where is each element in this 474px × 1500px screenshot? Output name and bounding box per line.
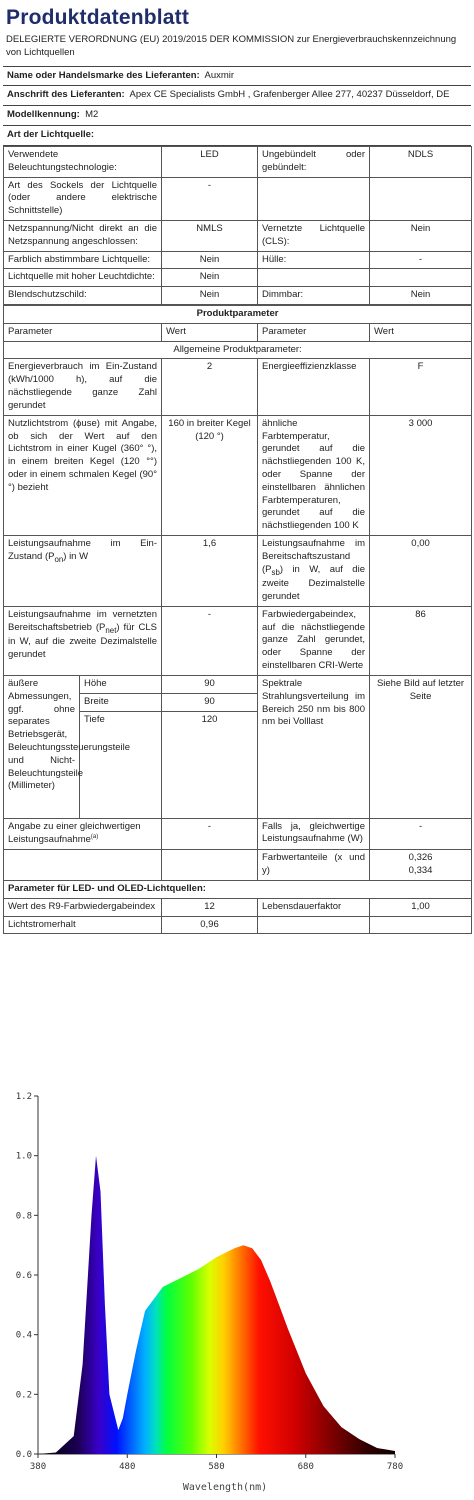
spectral-distribution-label: Spektrale Strahlungsverteilung im Bereich 250 nm bis 800 nm bei Volllast: [258, 675, 370, 818]
energy-class-label: Energieeffizienzklasse: [258, 359, 370, 415]
empty-cell: [258, 177, 370, 220]
address-value: Apex CE Specialists GmbH , Grafenberger Allee 277, 40237 Düsseldorf, DE: [129, 89, 450, 101]
col-header-value: Wert: [162, 323, 258, 341]
col-header-parameter: Parameter: [4, 323, 162, 341]
standby-power-sub: sb: [271, 567, 280, 577]
energy-consumption-label: Energieverbrauch im Ein-Zustand (kWh/1000 h), auf die nächstliegende ganze Zahl gerundet: [4, 359, 162, 415]
equivalent-power-label: [4, 818, 162, 850]
equivalent-power-watt-value: -: [370, 818, 472, 850]
supplier-row: [3, 66, 471, 86]
luminous-flux-label: Nutzlichtstrom (ϕuse) mit Angabe, ob sich der Wert auf den Lichtstrom in einer Kugel (360° °), in einem breiten Kegel (120 °°) oder in einem schmalen Kegel (90° °) bezieht: [4, 415, 162, 535]
x-tick-label: 780: [386, 1462, 404, 1472]
energy-class-value: F: [370, 359, 472, 415]
cap-type-label: Art des Sockels der Lichtquelle (oder andere elektrische Schnittstelle): [4, 177, 162, 220]
table-row: [4, 177, 472, 220]
supplier-label: Name oder Handelsmarke des Lieferanten:: [7, 69, 200, 81]
chromaticity-label: Farbwertanteile (x und y): [258, 850, 370, 881]
x-tick-label: 580: [208, 1462, 225, 1472]
table-row: [4, 675, 472, 693]
lumen-maintenance-label: Lichtstromerhalt: [4, 916, 162, 934]
x-tick-label: 380: [29, 1462, 47, 1472]
empty-cell: [370, 269, 472, 287]
empty-cell: [370, 916, 472, 934]
table-row: [4, 146, 472, 177]
networked-standby-sub: net: [105, 625, 117, 635]
luminous-flux-value: 160 in breiter Kegel (120 °): [162, 415, 258, 535]
energy-consumption-value: 2: [162, 359, 258, 415]
table-row: [4, 220, 472, 251]
footnote-marker: (a): [90, 834, 99, 841]
y-tick-label: 1.0: [15, 1151, 32, 1162]
on-mode-power-sub: on: [54, 554, 64, 564]
datasheet: [3, 0, 471, 934]
table-row: [4, 606, 472, 675]
spectrum-area: [38, 1156, 395, 1454]
product-parameters-table: [3, 305, 472, 934]
lightsource-type-row: [3, 125, 471, 146]
survival-factor-label: Lebensdauerfaktor: [258, 898, 370, 916]
glare-shield-value: Nein: [162, 287, 258, 305]
cri-label: Farbwiedergabeindex, auf die nächstliegende ganze Zahl gerundet, oder Spanne der einstellbaren CRI-Werte: [258, 606, 370, 675]
equivalent-power-text: Angabe zu einer gleichwertigen Leistungsaufnahme: [8, 820, 141, 846]
high-luminance-value: Nein: [162, 269, 258, 287]
col-header-parameter: Parameter: [258, 323, 370, 341]
table-row: [4, 898, 472, 916]
empty-cell: [258, 916, 370, 934]
model-row: [3, 105, 471, 125]
y-tick-label: 0.4: [15, 1330, 32, 1341]
width-value: 90: [162, 693, 258, 711]
directional-label: Ungebündelt oder gebündelt:: [258, 146, 370, 177]
supplier-value: Auxmir: [204, 69, 235, 81]
table-row: [4, 818, 472, 850]
table-row: [4, 269, 472, 287]
led-parameters-heading: Parameter für LED- und OLED-Lichtquellen:: [4, 880, 472, 898]
x-tick-label: 480: [119, 1462, 136, 1472]
address-label: Anschrift des Lieferanten:: [7, 89, 125, 101]
table-row: [4, 850, 472, 881]
envelope-value: -: [370, 251, 472, 269]
on-mode-power-unit: ) in W: [63, 550, 89, 562]
cap-type-value: -: [162, 177, 258, 220]
table-row: [4, 880, 472, 898]
technology-label: Verwendete Beleuchtungstechnologie:: [4, 146, 162, 177]
height-value: 90: [162, 675, 258, 693]
networked-standby-text: Leistungsaufnahme im vernetzten Bereitschaftsbetrieb (P: [8, 608, 157, 633]
tunable-value: Nein: [162, 251, 258, 269]
table-row: [4, 916, 472, 934]
lumen-maintenance-value: 0,96: [162, 916, 258, 934]
cri-value: 86: [370, 606, 472, 675]
r9-value: 12: [162, 898, 258, 916]
high-luminance-label: Lichtquelle mit hoher Leuchtdichte:: [4, 269, 162, 287]
glare-shield-label: Blendschutzschild:: [4, 287, 162, 305]
cct-label: ähnliche Farbtemperatur, gerundet auf die nächstliegenden 100 K, oder Spanne der einstellbaren ähnlichen Farbtemperaturen, gerundet auf die nächstliegenden 100 K: [258, 415, 370, 535]
width-label: Breite: [80, 693, 162, 711]
lightsource-type-label: Art der Lichtquelle:: [7, 129, 95, 141]
col-header-value: Wert: [370, 323, 472, 341]
product-parameters-heading: Produktparameter: [4, 306, 472, 324]
x-tick-label: 680: [297, 1462, 314, 1472]
y-ticks: [16, 1092, 38, 1460]
table-row: [4, 415, 472, 535]
empty-cell: [258, 269, 370, 287]
on-mode-power-value: 1,6: [162, 536, 258, 607]
address-row: [3, 85, 471, 105]
networked-standby-label: [4, 606, 162, 675]
table-row: [4, 359, 472, 415]
table-row: [4, 341, 472, 359]
y-tick-label: 0.6: [15, 1271, 32, 1281]
spectrum-chart: [0, 1088, 474, 1500]
dimmable-label: Dimmbar:: [258, 287, 370, 305]
chromaticity-y: 0,334: [408, 865, 433, 877]
empty-cell: [162, 850, 258, 881]
envelope-label: Hülle:: [258, 251, 370, 269]
depth-label: Tiefe: [80, 711, 162, 818]
dimmable-value: Nein: [370, 287, 472, 305]
networked-standby-unit: ) für CLS in W, auf die zweite Dezimalstelle gerundet: [8, 621, 157, 661]
technology-value: LED: [162, 146, 258, 177]
chromaticity-x: 0,326: [408, 852, 433, 864]
table-row: [4, 536, 472, 607]
spectral-distribution-value: Siehe Bild auf letzter Seite: [370, 675, 472, 818]
cct-value: 3 000: [370, 415, 472, 535]
table-row: [4, 323, 472, 341]
empty-cell: [370, 177, 472, 220]
y-tick-label: 1.2: [15, 1092, 32, 1102]
model-label: Modellkennung:: [7, 109, 80, 121]
height-label: Höhe: [80, 675, 162, 693]
depth-value: 120: [162, 711, 258, 818]
r9-label: Wert des R9-Farbwiedergabeindex: [4, 898, 162, 916]
x-axis-label: Wavelength(nm): [182, 1482, 268, 1493]
empty-cell: [4, 850, 162, 881]
regulation-subtitle: DELEGIERTE VERORDNUNG (EU) 2019/2015 DER KOMMISSION zur Energieverbrauchskennzeichnung von Lichtquellen: [6, 34, 457, 58]
networked-standby-value: -: [162, 606, 258, 675]
table-row: [4, 287, 472, 305]
on-mode-power-text: Leistungsaufnahme im Ein-Zustand (P: [8, 538, 157, 562]
equivalent-power-watt-label: Falls ja, gleichwertige Leistungsaufnahme (W): [258, 818, 370, 850]
y-tick-label: 0.0: [15, 1450, 32, 1460]
mains-label: Netzspannung/Nicht direkt an die Netzspannung angeschlossen:: [4, 220, 162, 251]
table-row: [4, 251, 472, 269]
page-title: Produktdatenblatt: [6, 6, 190, 29]
tunable-label: Farblich abstimmbare Lichtquelle:: [4, 251, 162, 269]
survival-factor-value: 1,00: [370, 898, 472, 916]
y-tick-label: 0.2: [15, 1390, 32, 1401]
general-parameters-heading: Allgemeine Produktparameter:: [4, 341, 472, 359]
directional-value: NDLS: [370, 146, 472, 177]
chromaticity-value: [370, 850, 472, 881]
table-row: [4, 306, 472, 324]
standby-power-label: [258, 536, 370, 607]
standby-power-value: 0,00: [370, 536, 472, 607]
x-ticks: [30, 1454, 403, 1472]
cls-label: Vernetzte Lichtquelle (CLS):: [258, 220, 370, 251]
standby-power-text: Leistungsaufnahme im Bereitschaftszustand (P: [262, 538, 365, 575]
model-value: M2: [85, 109, 99, 121]
equivalent-power-value: -: [162, 818, 258, 850]
y-tick-label: 0.8: [15, 1211, 32, 1222]
dimensions-label: äußere Abmessungen, ggf. ohne separates Betriebsgerät, Beleuchtungssteuerungsteile und Nicht-Beleuchtungsteile (Millimeter): [4, 675, 80, 818]
cls-value: Nein: [370, 220, 472, 251]
standby-power-unit: ) in W, auf die zweite Dezimalstelle gerundet: [262, 563, 365, 603]
on-mode-power-label: [4, 536, 162, 607]
lightsource-table: [3, 146, 472, 305]
mains-value: NMLS: [162, 220, 258, 251]
